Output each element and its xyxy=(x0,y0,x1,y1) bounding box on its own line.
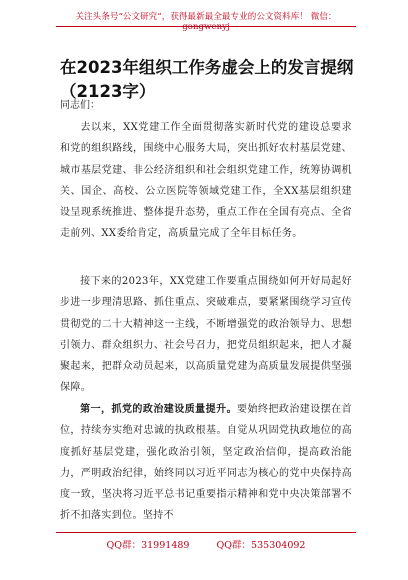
paragraph-1-text: 去以来，XX党建工作全面贯彻落实新时代党的建设总要求和党的组织路线，围绕中心服务大局，突出抓好农村基层党建、城市基层党建、非公经济组织和社会组织党建工作，统筹协调机关、国企、高校、公立医院等领域党建工作，全XX基层组织建设呈现系统推进、整体提升态势，重点工作在全国有亮点、全省走前列、XX委给肯定，高质量完成了全年目标任务。 xyxy=(60,122,352,240)
header-banner: 关注头条号“公文研究”，获得最新最全最专业的公文资料库！ 微信：gongwenyj xyxy=(75,12,337,32)
header-divider xyxy=(56,26,356,27)
paragraph-1 xyxy=(60,117,352,245)
paragraph-2 xyxy=(60,271,352,399)
paragraph-3-lead: 第一，抓党的政治建设质量提升。 xyxy=(80,404,238,415)
footer xyxy=(56,537,356,551)
salutation: 同志们： xyxy=(60,100,100,111)
document-title: 在2023年组织工作务虚会上的发言提纲（2123字） xyxy=(60,58,354,101)
footer-qq-group-2: QQ群：535304092 xyxy=(216,540,306,551)
paragraph-3 xyxy=(60,399,352,527)
footer-divider xyxy=(56,532,356,533)
footer-qq-group-1: QQ群：31991489 xyxy=(106,540,190,551)
paragraph-3-text: 要始终把政治建设摆在首位，持续夯实绝对忠诚的执政根基。自觉从巩固党执政地位的高度抓好基层党建，强化政治引领，坚定政治信仰，提高政治能力，严明政治纪律，始终同以习近平同志为核心的党中央保持高度一致，坚决将习近平总书记重要指示精神和党中央决策部署不折不扣落实到位。坚持不 xyxy=(60,404,352,522)
paragraph-2-text: 接下来的2023年，XX党建工作要重点围绕如何开好局起好步进一步理清思路、抓住重点、突破难点，要紧紧围绕学习宣传贯彻党的二十大精神这一主线，不断增强党的政治领导力、思想引领力、群众组织力、社会号召力，把党员组织起来，把人才凝聚起来，把群众动员起来，以高质量党建为高质量发展提供坚强保障。 xyxy=(60,276,352,394)
